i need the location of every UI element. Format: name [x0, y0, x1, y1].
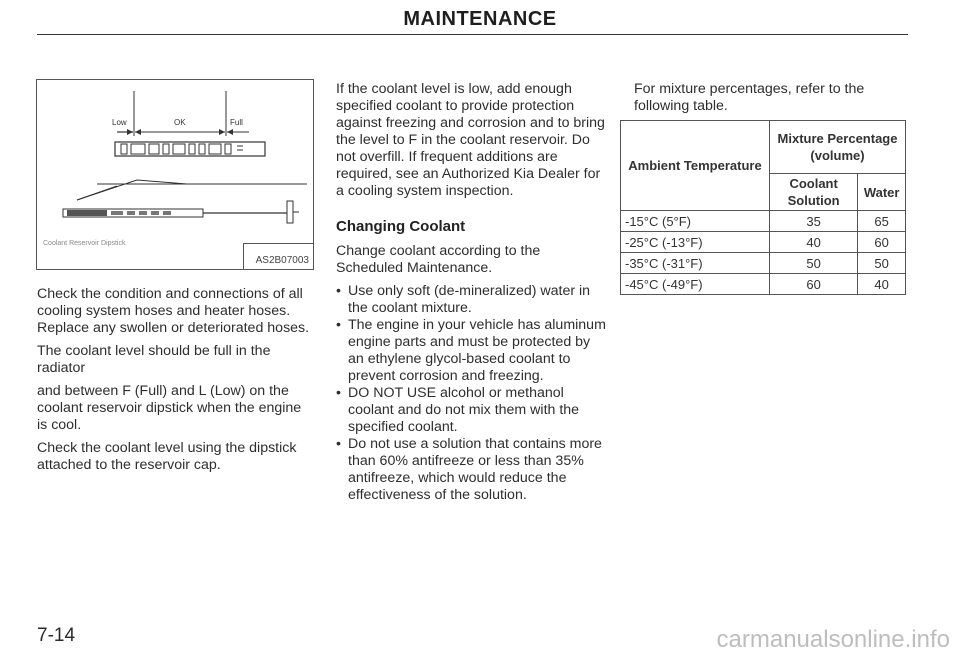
page-number: 7-14: [37, 625, 76, 646]
bullet-icon: •: [336, 385, 341, 401]
table-row: [621, 232, 906, 253]
bullet-icon: •: [336, 283, 341, 299]
coolant-cell: 40: [770, 232, 858, 253]
list-item: [336, 436, 608, 504]
water-cell: 60: [858, 232, 906, 253]
change-coolant-paragraph: Change coolant according to the Scheduled Maintenance.: [336, 243, 541, 276]
bullet-text: Do not use a solution that contains more than 60% antifreeze or less than 35% antifreeze, which would reduce the effectiveness of the solution.: [348, 436, 602, 503]
header-divider: [37, 34, 908, 35]
column-2: [336, 81, 608, 504]
coolant-cell: 60: [770, 274, 858, 295]
list-item: [336, 283, 608, 317]
changing-coolant-heading: Changing Coolant: [336, 218, 466, 235]
list-item: [336, 385, 608, 436]
water-cell: 65: [858, 211, 906, 232]
dipstick-check-paragraph: Check the coolant level using the dipstick attached to the reservoir cap.: [37, 440, 297, 473]
add-coolant-paragraph: If the coolant level is low, add enough specified coolant to provide protection against freezing and corrosion and to bring the level to F in the coolant reservoir. Do not overfill. If frequent additions are required, see an Authorized Kia Dealer for a cooling system inspection.: [336, 81, 605, 199]
coolant-cell: 50: [770, 253, 858, 274]
page-title: MAINTENANCE: [403, 8, 557, 30]
water-cell: 50: [858, 253, 906, 274]
mixture-table: [620, 120, 906, 295]
bullet-text: The engine in your vehicle has aluminum engine parts and must be protected by an ethylene glycol-based coolant to prevent corrosion and freezing.: [348, 317, 606, 384]
column-1: [37, 286, 312, 480]
full-label: Full: [230, 118, 243, 127]
coolant-level-paragraph: The coolant level should be full in the radiator: [37, 343, 271, 376]
water-cell: 40: [858, 274, 906, 295]
temperature-cell: -45°C (-49°F): [621, 274, 770, 295]
dipstick-figure: [36, 79, 314, 270]
figure-caption: Coolant Reservoir Dipstick: [43, 240, 126, 247]
list-item: [336, 317, 608, 385]
bullet-icon: •: [336, 317, 341, 333]
reservoir-range-paragraph: and between F (Full) and L (Low) on the coolant reservoir dipstick when the engine is cool.: [37, 383, 302, 433]
temperature-cell: -35°C (-31°F): [621, 253, 770, 274]
coolant-bullet-list: [336, 283, 608, 504]
temperature-cell: -15°C (5°F): [621, 211, 770, 232]
hose-check-paragraph: Check the condition and connections of all cooling system hoses and heater hoses. Replace any swollen or deteriorated hoses.: [37, 286, 310, 336]
table-row: [621, 211, 906, 232]
bullet-text: Use only soft (de-mineralized) water in the coolant mixture.: [348, 283, 591, 316]
coolant-cell: 35: [770, 211, 858, 232]
ambient-temperature-header: Ambient Temperature: [621, 121, 770, 211]
temperature-cell: -25°C (-13°F): [621, 232, 770, 253]
bullet-icon: •: [336, 436, 341, 452]
water-header: Water: [858, 174, 906, 211]
low-label: Low: [112, 118, 127, 127]
table-row: [621, 274, 906, 295]
column-3: [634, 81, 909, 121]
bullet-text: DO NOT USE alcohol or methanol coolant and do not mix them with the specified coolant.: [348, 385, 580, 435]
mixture-percentage-header: Mixture Percentage (volume): [770, 121, 906, 174]
watermark-text: carmanualsonline.info: [716, 626, 950, 653]
coolant-solution-header: Coolant Solution: [770, 174, 858, 211]
table-row: [621, 253, 906, 274]
ok-label: OK: [174, 118, 186, 127]
figure-code: AS2B07003: [255, 255, 309, 266]
mixture-intro-paragraph: For mixture percentages, refer to the following table.: [634, 81, 865, 114]
